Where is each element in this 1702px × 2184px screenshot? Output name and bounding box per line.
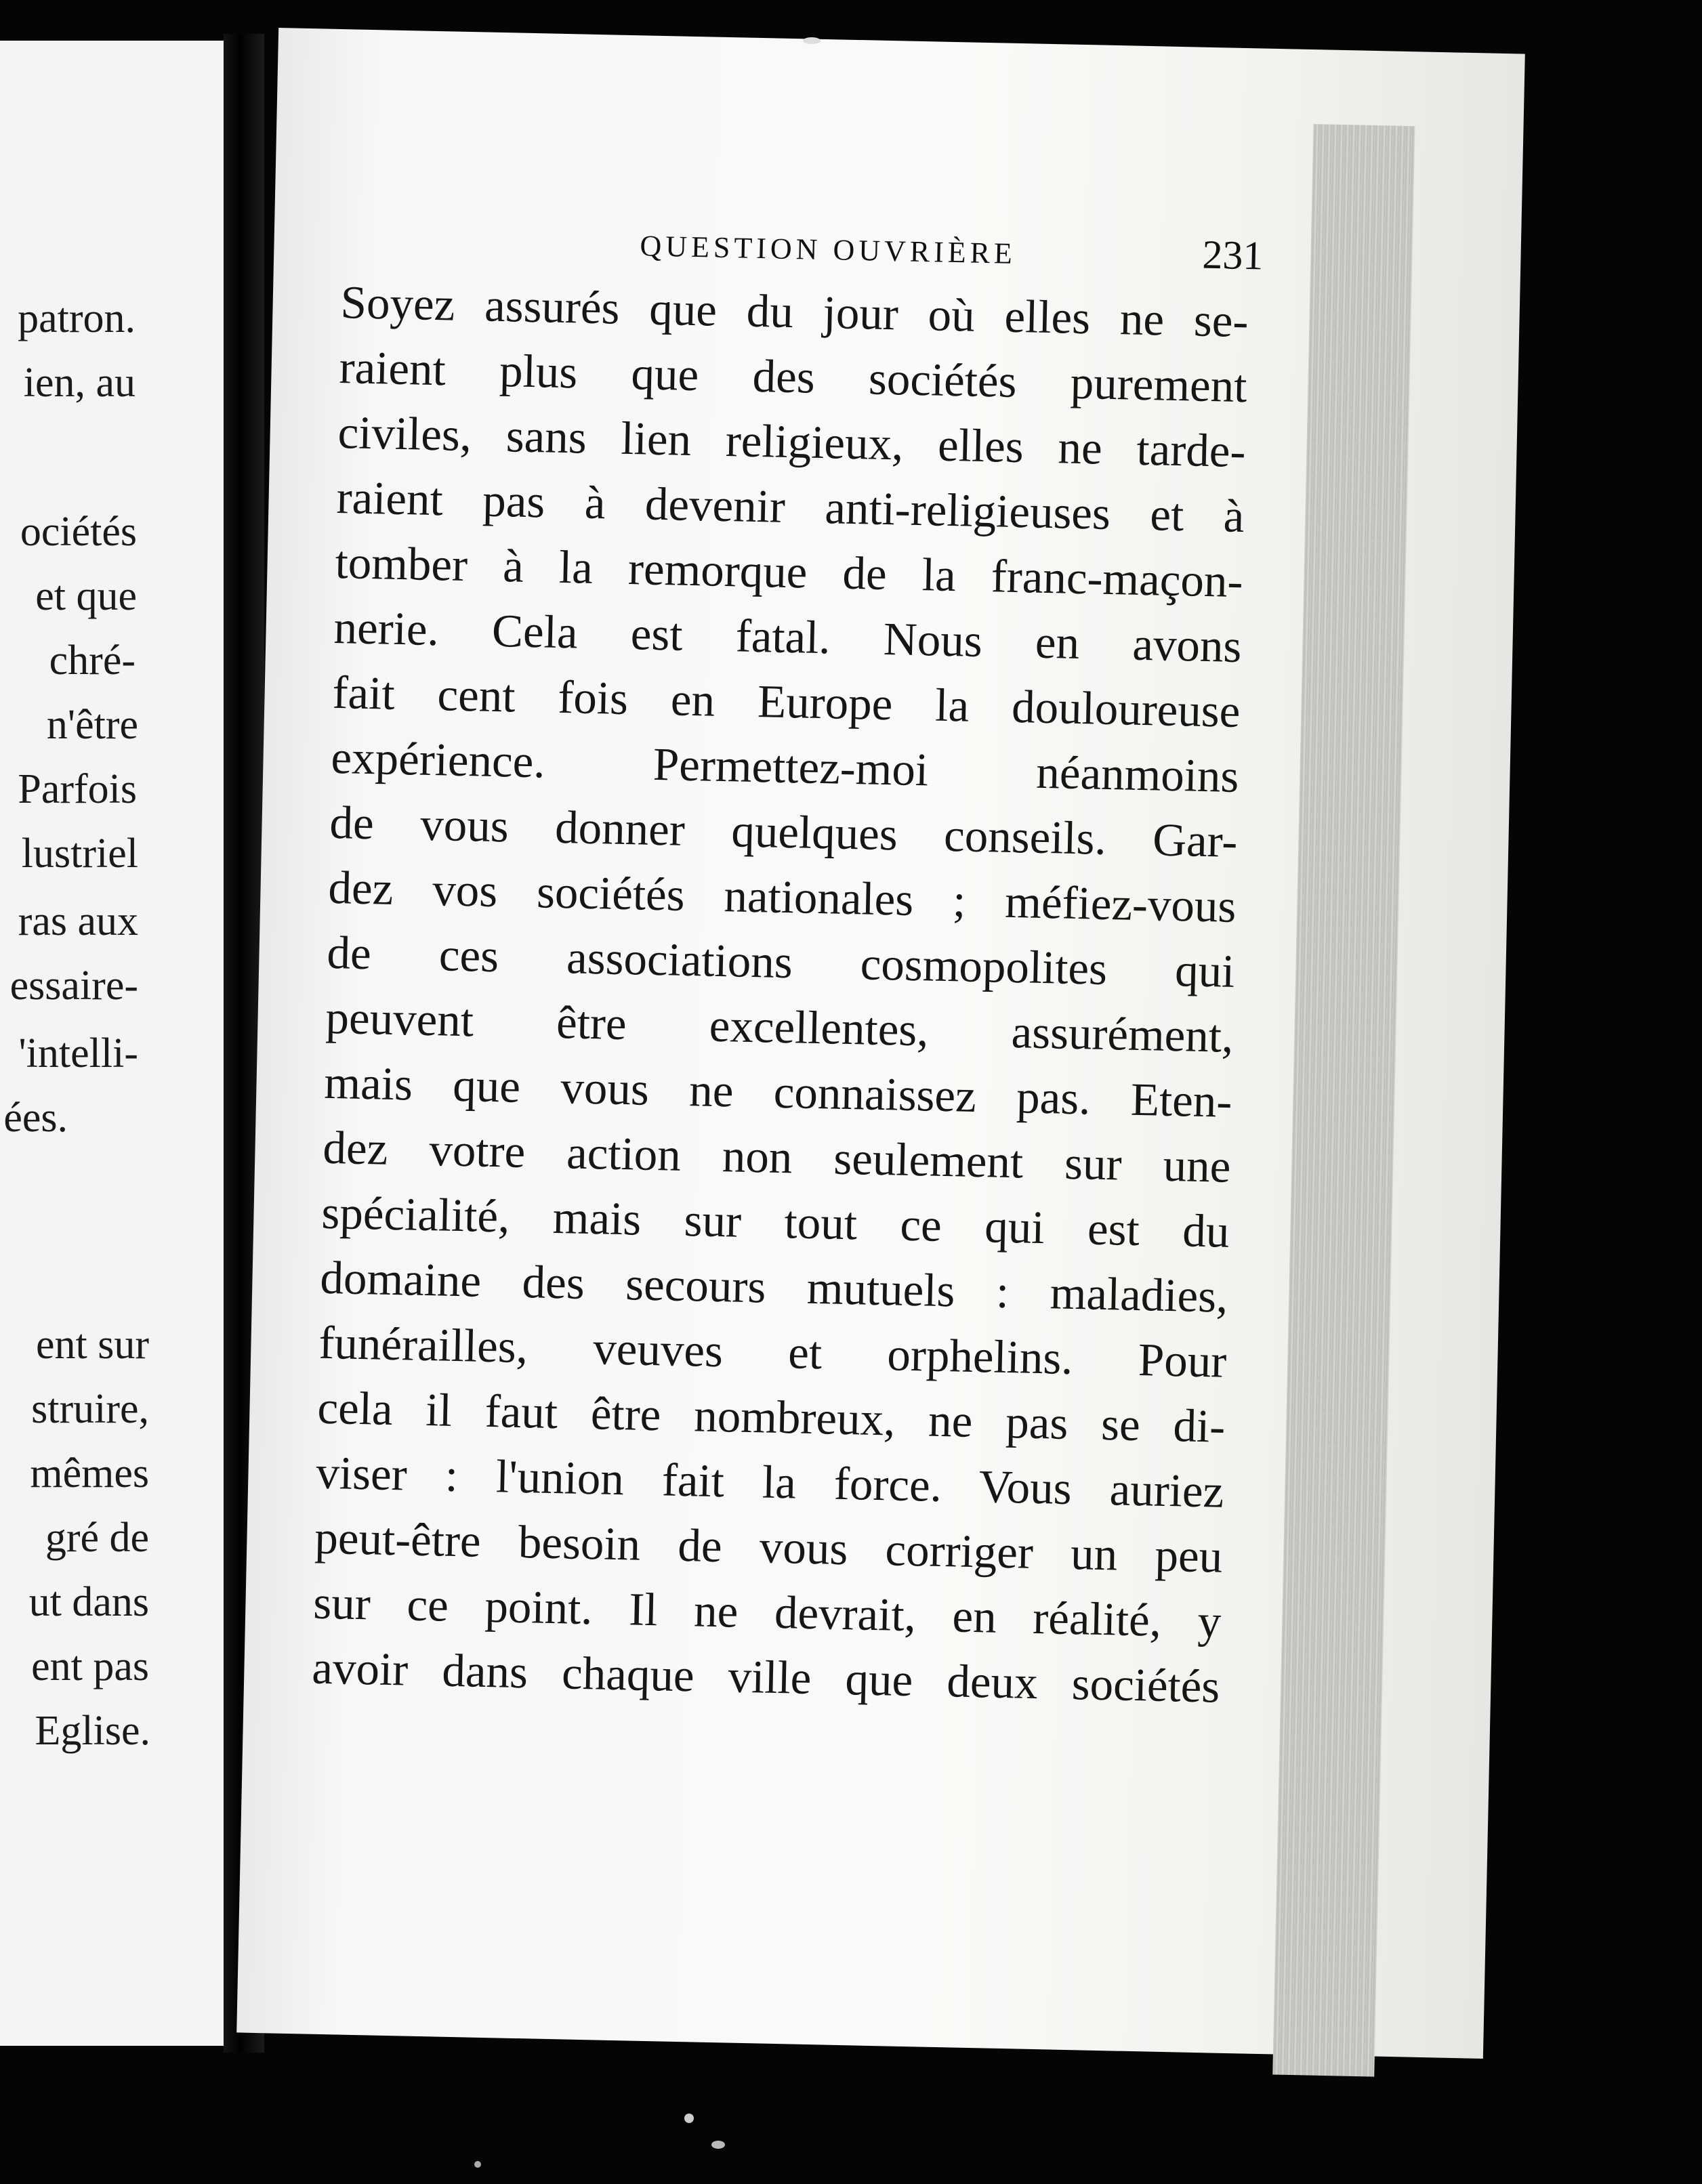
left-page-line: ras aux bbox=[18, 898, 138, 944]
text-line: cela il faut être nombreux, ne pas se di- bbox=[316, 1381, 1226, 1452]
left-page-line: Eglise. bbox=[35, 1708, 150, 1754]
text-line: spécialité, mais sur tout ce qui est du bbox=[320, 1186, 1230, 1257]
page-number: 231 bbox=[1201, 232, 1264, 278]
facing-page-fragment bbox=[0, 41, 230, 2046]
left-page-line: ociétés bbox=[20, 509, 137, 555]
body-text bbox=[312, 270, 1249, 1719]
text-line: dez votre action non seulement sur une bbox=[322, 1121, 1232, 1192]
left-page-line: mêmes bbox=[30, 1450, 149, 1496]
text-line: peuvent être excellentes, assurément, bbox=[325, 991, 1234, 1062]
left-page-line: n'être bbox=[46, 702, 138, 748]
left-page-line: essaire- bbox=[9, 963, 138, 1009]
running-head: QUESTION OUVRIÈRE bbox=[640, 229, 1017, 270]
left-page-line: ent pas bbox=[31, 1643, 149, 1689]
left-page-line: lustriel bbox=[21, 831, 138, 877]
text-line: nerie. Cela est fatal. Nous en avons bbox=[333, 601, 1243, 673]
book-page bbox=[236, 28, 1525, 2059]
left-page-line: Parfois bbox=[18, 766, 137, 812]
text-line: tomber à la remorque de la franc-maçon- bbox=[334, 536, 1244, 608]
text-line: raient plus que des sociétés purement bbox=[338, 341, 1248, 413]
text-line: mais que vous ne connaissez pas. Eten- bbox=[323, 1056, 1233, 1127]
left-page-line: chré- bbox=[49, 637, 136, 684]
text-line: viser : l'union fait la force. Vous auriez bbox=[315, 1446, 1225, 1517]
left-page-line: et que bbox=[35, 573, 137, 619]
text-line: avoir dans chaque ville que deux sociétés bbox=[311, 1641, 1221, 1713]
left-page-line: patron. bbox=[18, 295, 136, 341]
left-page-line: ien, au bbox=[23, 360, 136, 406]
scan-speck bbox=[474, 2161, 481, 2168]
left-page-line: struire, bbox=[31, 1386, 149, 1432]
scan-speck bbox=[684, 2114, 694, 2123]
text-line: civiles, sans lien religieux, elles ne tarde- bbox=[337, 406, 1247, 478]
text-line: de ces associations cosmopolites qui bbox=[326, 926, 1236, 997]
text-line: dez vos sociétés nationales ; méfiez-vous bbox=[327, 861, 1237, 932]
left-page-line: ent sur bbox=[35, 1322, 149, 1368]
text-line: domaine des secours mutuels : maladies, bbox=[319, 1251, 1229, 1322]
left-page-line: ut dans bbox=[28, 1579, 149, 1625]
text-line: raient pas à devenir anti-religieuses et à bbox=[335, 471, 1245, 543]
scan-speck bbox=[803, 37, 821, 44]
text-line: peut-être besoin de vous corriger un peu bbox=[314, 1511, 1224, 1582]
left-page-line: 'intelli- bbox=[18, 1030, 138, 1076]
scan-speck bbox=[711, 2141, 725, 2149]
text-line: de vous donner quelques conseils. Gar- bbox=[329, 796, 1239, 867]
left-page-line: ées. bbox=[3, 1095, 68, 1141]
text-line: sur ce point. Il ne devrait, en réalité, y bbox=[312, 1576, 1222, 1647]
text-line: funérailles, veuves et orphelins. Pour bbox=[318, 1316, 1228, 1387]
text-line: Soyez assurés que du jour où elles ne se- bbox=[339, 276, 1249, 348]
text-line: expérience. Permettez-moi néanmoins bbox=[330, 731, 1240, 802]
left-page-line: gré de bbox=[45, 1515, 149, 1561]
page-edges bbox=[1272, 124, 1415, 2077]
text-line: fait cent fois en Europe la douloureuse bbox=[331, 666, 1241, 737]
